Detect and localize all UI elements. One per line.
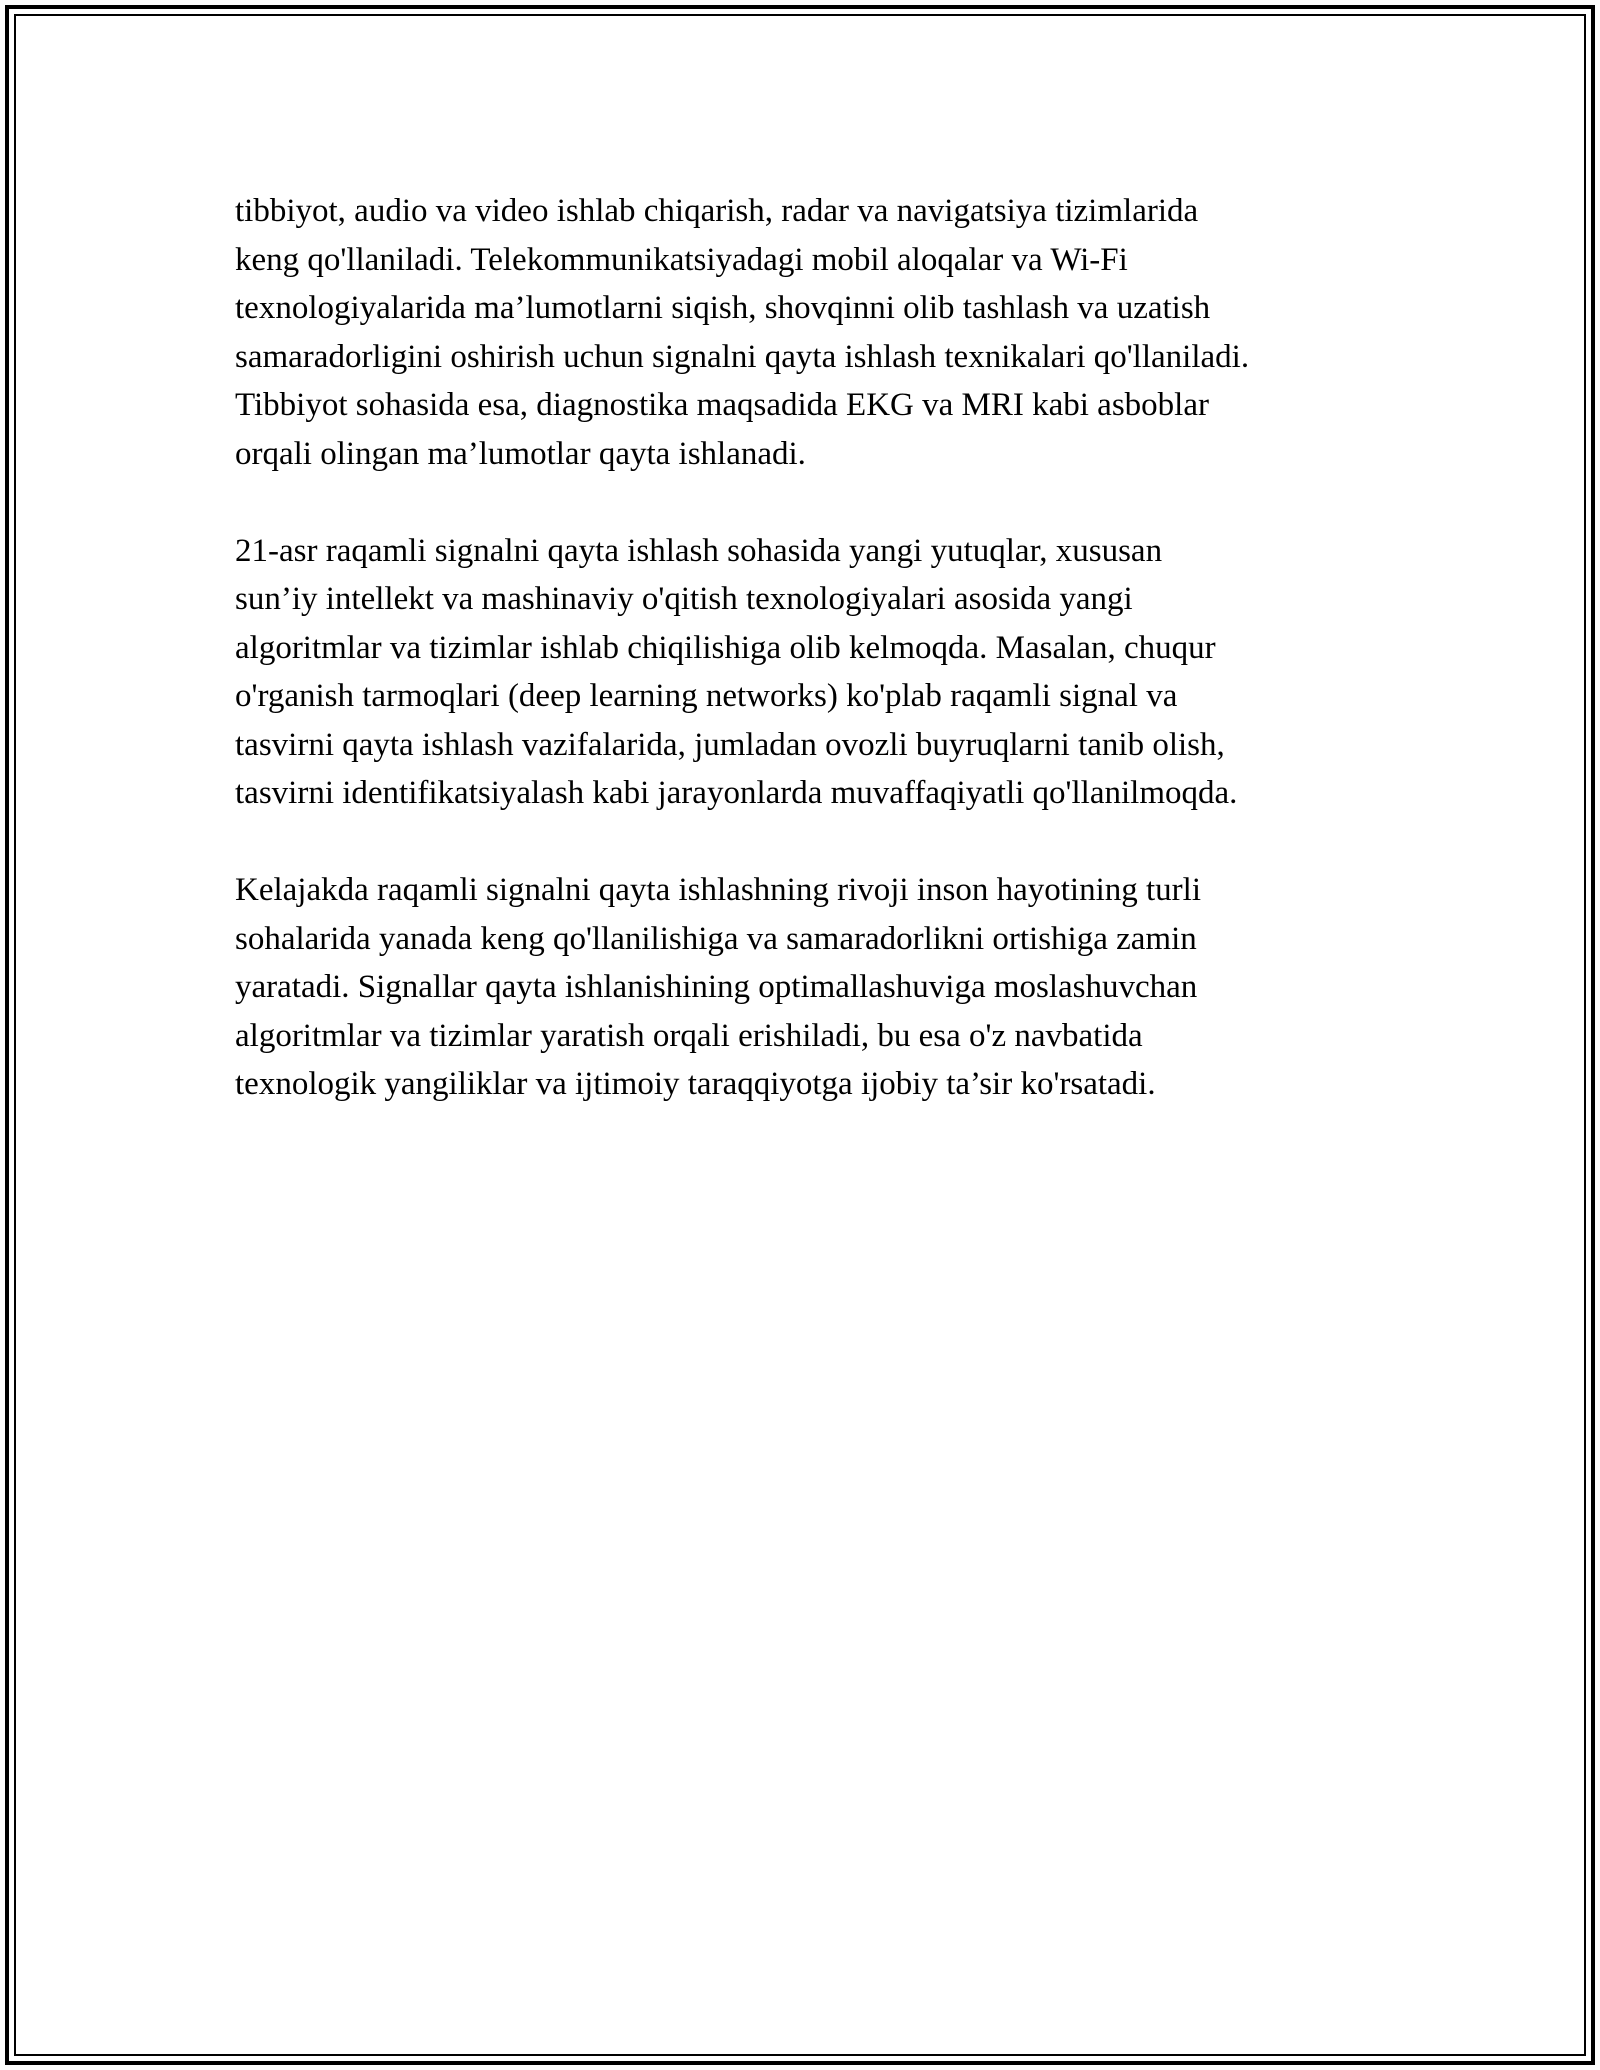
text-line: algoritmlar va tizimlar ishlab chiqilishiga olib kelmoqda. Masalan, chuqur [235, 629, 1216, 666]
document-body [235, 187, 1385, 1157]
text-line: algoritmlar va tizimlar yaratish orqali erishiladi, bu esa o'z navbatida [235, 1017, 1143, 1054]
text-line: yaratadi. Signallar qayta ishlanishining optimallashuviga moslashuvchan [235, 969, 1198, 1005]
paragraph-2 [235, 527, 1385, 818]
text-line: tibbiyot, audio va video ishlab chiqarish, radar va navigatsiya tizimlarida [235, 193, 1199, 229]
text-line: samaradorligini oshirish uchun signalni qayta ishlash texnikalari qo'llaniladi. [235, 338, 1250, 375]
text-line: tasvirni identifikatsiyalash kabi jarayonlarda muvaffaqiyatli qo'llanilmoqda. [235, 775, 1238, 811]
text-line: keng qo'llaniladi. Telekommunikatsiyadagi mobil aloqalar va Wi-Fi [235, 241, 1128, 278]
paragraph-1 [235, 187, 1385, 478]
text-line: texnologiyalarida ma’lumotlarni siqish, shovqinni olib tashlash va uzatish [235, 290, 1211, 326]
text-line: texnologik yangiliklar va ijtimoiy taraqqiyotga ijobiy ta’sir ko'rsatadi. [235, 1066, 1156, 1102]
text-line: Tibbiyot sohasida esa, diagnostika maqsadida EKG va MRI kabi asboblar [235, 387, 1209, 423]
text-line: sohalarida yanada keng qo'llanilishiga va samaradorlikni ortishiga zamin [235, 920, 1197, 957]
text-line: 21-asr raqamli signalni qayta ishlash sohasida yangi yutuqlar, xususan [235, 532, 1163, 569]
text-line: o'rganish tarmoqlari (deep learning networks) ko'plab raqamli signal va [235, 678, 1178, 714]
paragraph-3 [235, 866, 1385, 1109]
text-line: orqali olingan ma’lumotlar qayta ishlanadi. [235, 435, 806, 472]
text-line: Kelajakda raqamli signalni qayta ishlashning rivoji inson hayotining turli [235, 872, 1201, 908]
text-line: sun’iy intellekt va mashinaviy o'qitish texnologiyalari asosida yangi [235, 581, 1133, 617]
text-line: tasvirni qayta ishlash vazifalarida, jumladan ovozli buyruqlarni tanib olish, [235, 726, 1225, 763]
